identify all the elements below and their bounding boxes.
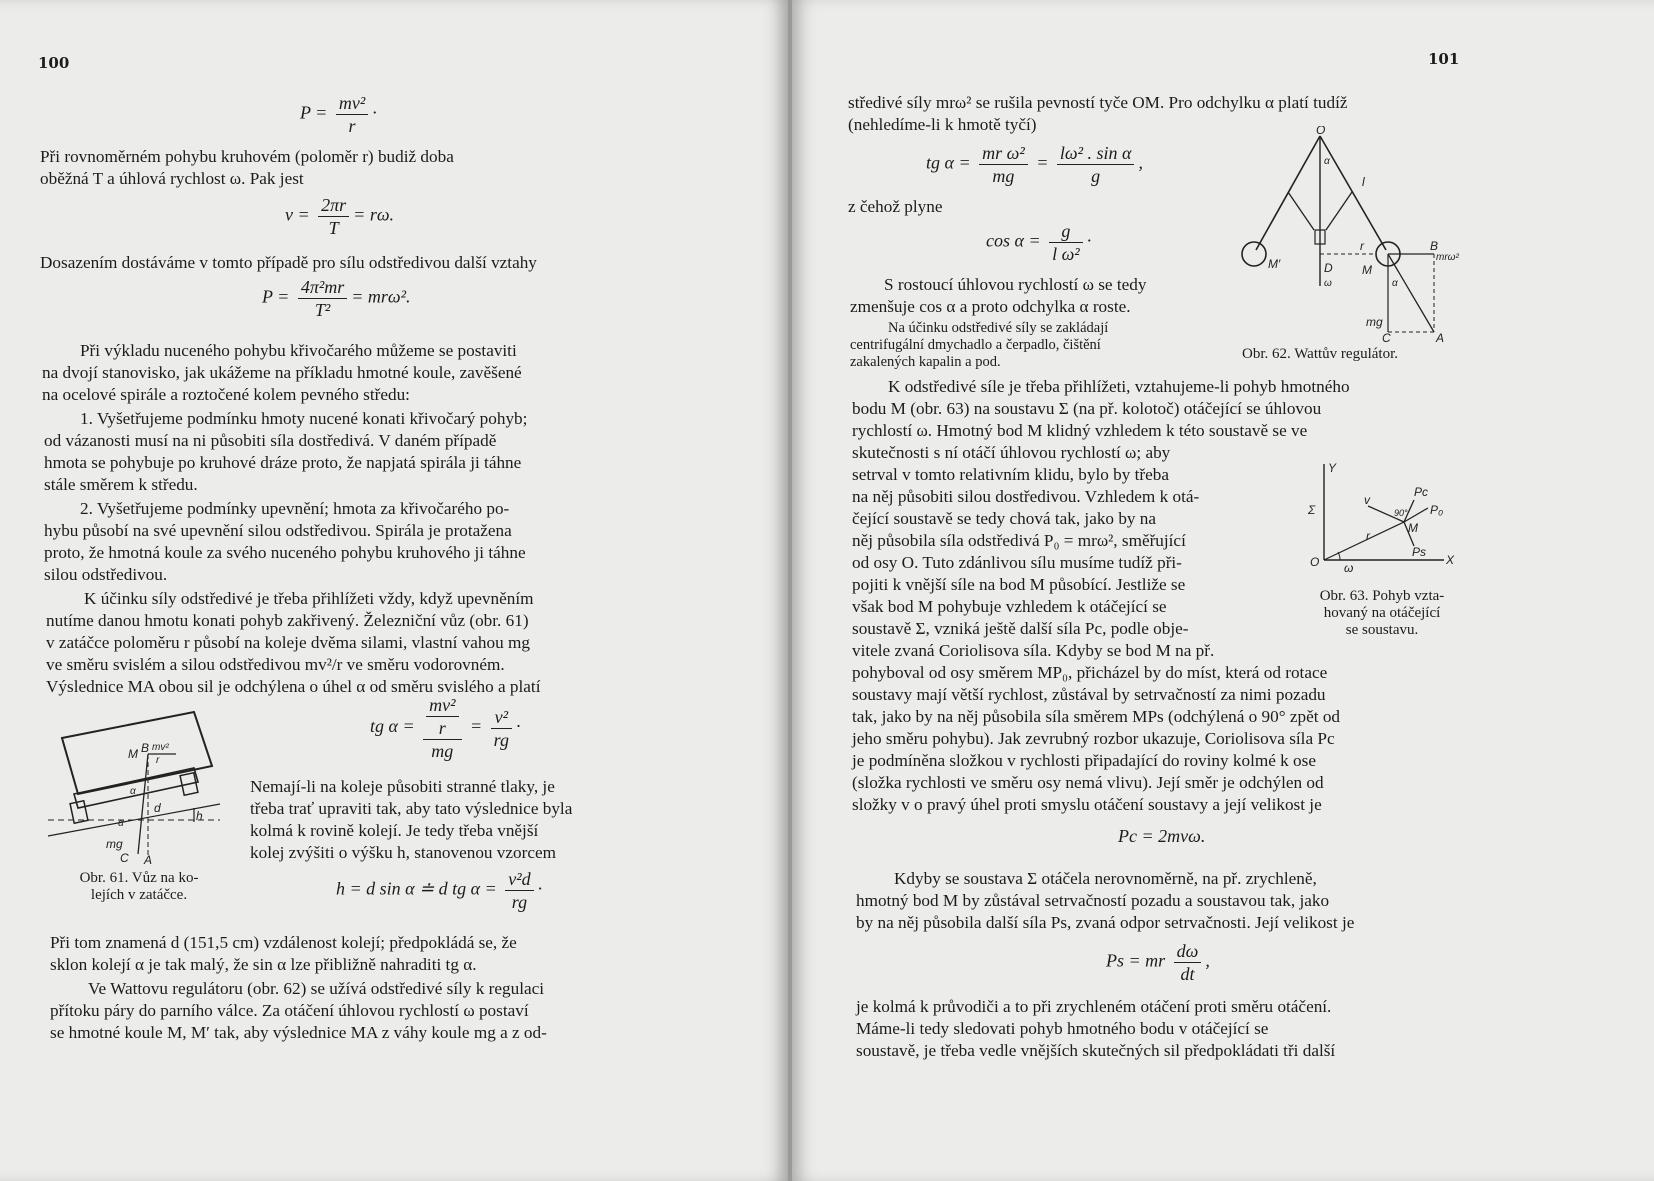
label-l: l — [1362, 175, 1365, 189]
text-line: (nehledíme-li k hmotě tyčí) — [848, 115, 1037, 134]
eq-num: mv² — [336, 92, 368, 115]
text-line: z čehož plyne — [848, 197, 943, 216]
equation-velocity — [285, 194, 394, 239]
eq-lhs: Ps = mr — [1106, 950, 1166, 971]
eq-sign: = — [470, 716, 483, 737]
label-r: r — [1366, 529, 1370, 543]
text-line: Při výkladu nuceného pohybu křivočarého můžeme se postaviti — [80, 341, 517, 360]
small-text-line: Na účinku odstředivé síly se zakládají — [888, 320, 1109, 336]
eq-num: dω — [1174, 940, 1202, 963]
text-line: Ve Wattovu regulátoru (obr. 62) se užívá odstředivé síly k regulaci — [88, 979, 545, 998]
text-line: soustavy mají větší rychlost, zůstával by setrvačností za nimi pozadu — [852, 685, 1326, 704]
label-mrw2: mrω² — [1436, 252, 1459, 263]
eq-num: mr ω² — [979, 142, 1028, 165]
eq-lhs: h = d sin α ≐ d tg α = — [336, 878, 497, 899]
text-line: (složka rychlosti ve směru osy nemá vlivu). Její směr je odchýlen od — [852, 773, 1324, 792]
caption-line: se soustavu. — [1345, 622, 1419, 638]
equation-height — [336, 868, 542, 913]
text-line: soustavě Σ, vzniká ještě další síla Pc, podle obje- — [852, 619, 1189, 638]
eq-den: mg — [431, 741, 454, 761]
eq-tail: = rω. — [353, 204, 395, 225]
eq-tail: · — [372, 102, 377, 123]
eq-num: 4π²mr — [298, 276, 347, 299]
text-line: přítoku páry do parního válce. Za otáčení úhlovou rychlostí ω postaví — [50, 1001, 529, 1020]
figure-61-caption — [44, 870, 234, 904]
label-Y: Y — [1328, 461, 1337, 475]
eq-lhs: P = — [262, 286, 290, 307]
text-line: třeba trať upraviti tak, aby tato výslednice byla — [250, 799, 573, 818]
text-line: hmotný bod M by zůstával setrvačností pozadu a soustavou tak, jako — [856, 891, 1330, 910]
text-line: pohyboval od osy směrem MP₀, přicházel by do míst, která od rotace — [852, 663, 1328, 682]
eq-sign: = — [1036, 152, 1049, 173]
text-line: Kdyby se soustava Σ otáčela nerovnoměrně, na př. zrychleně, — [894, 869, 1317, 888]
caption-line: Obr. 63. Pohyb vzta- — [1319, 588, 1445, 604]
small-text-line: zakalených kapalin a pod. — [850, 354, 1001, 370]
label-M-prime: M′ — [1268, 257, 1281, 271]
eq-lhs: P = — [300, 102, 328, 123]
text-line: složky v o pravý úhel proti smyslu otáčení soustavy a její velikost je — [852, 795, 1322, 814]
label-Pc: Pc — [1414, 485, 1429, 499]
equation-inertia — [1106, 940, 1210, 985]
eq-lhs: cos α = — [986, 230, 1041, 251]
text-line: Při tom znamená d (151,5 cm) vzdálenost kolejí; předpokládá se, že — [50, 933, 517, 952]
text-line: sklon kolejí α je tak malý, že sin α lze přibližně nahraditi tg α. — [50, 955, 477, 974]
text-line: hmota se pohybuje po kruhové dráze proto, že napjatá spirála ji táhne — [44, 453, 522, 472]
text-line: pojiti k vnější síle na bod M působící. Jestliže se — [852, 575, 1186, 594]
text-line: od vázanosti musí na ni působiti síla dostředivá. V daném případě — [44, 431, 497, 450]
text-line: v zatáčce poloměru r působí na koleje dvěma silami, vlastní vahou mg — [46, 633, 530, 652]
equation-tg-alpha-watt — [926, 142, 1143, 187]
label-D: D — [1324, 261, 1333, 275]
small-text-line: centrifugální dmychadlo a čerpadlo, čištění — [850, 337, 1101, 353]
label-B: B — [1430, 239, 1439, 253]
eq-lhs: tg α = — [926, 152, 971, 173]
text-line: setrval v tomto relativním klidu, bylo by třeba — [852, 465, 1169, 484]
text-line: se hmotné koule M, M′ tak, aby výslednice MA z váhy koule mg a z od- — [50, 1023, 547, 1042]
text-line: je kolmá k průvodiči a to při zrychleném otáčení proti směru otáčení. — [856, 997, 1332, 1016]
text-line: oběžná T a úhlová rychlost ω. Pak jest — [40, 169, 304, 188]
text-line: Výslednice MA obou sil je odchýlena o úhel α od směru svislého a platí — [46, 677, 541, 696]
text-line: Nemají-li na koleje působiti stranné tlaky, je — [250, 777, 555, 796]
eq-lhs: tg α = — [370, 716, 415, 737]
text-line: středivé síly mrω² se rušila pevností tyče OM. Pro odchylku α platí tudíž — [848, 93, 1348, 112]
text-line: kolmá k rovině kolejí. Je tedy třeba vnější — [250, 821, 539, 840]
text-line: čející soustavě se tedy chová tak, jako by na — [852, 509, 1157, 528]
eq-lhs: v = — [285, 204, 310, 225]
left-page — [0, 0, 788, 1181]
label-mg: mg — [106, 837, 123, 851]
eq-tail: = mrω². — [351, 286, 411, 307]
figure-62-watt-governor — [1238, 126, 1468, 346]
eq-den: rg — [493, 729, 509, 750]
equation-coriolis: Pc = 2mvω. — [1118, 826, 1206, 846]
label-A: A — [144, 853, 153, 867]
eq-den: r — [348, 116, 356, 136]
label-B: B — [141, 741, 150, 755]
text-line: 2. Vyšetřujeme podmínky upevnění; hmota za křivočarého po- — [80, 499, 510, 518]
label-90: 90° — [1394, 508, 1408, 518]
label-O: O — [1316, 126, 1326, 137]
label-alpha: α — [1324, 156, 1330, 167]
text-line: na dvojí stanovisko, jak ukážeme na příkladu hmotné koule, zavěšené — [42, 363, 522, 382]
eq-den: g — [1091, 166, 1101, 186]
text-line: rychlostí ω. Hmotný bod M klidný vzhledem k této soustavě se ve — [852, 421, 1308, 440]
text-line: K odstředivé síle je třeba přihlížeti, vztahujeme-li pohyb hmotného — [888, 377, 1350, 396]
eq-den: T² — [314, 300, 331, 320]
eq-num: 2πr — [318, 194, 349, 217]
label-X: X — [1446, 553, 1455, 567]
text-line: nutíme danou hmotu konati pohyb zakřivený. Železniční vůz (obr. 61) — [46, 611, 529, 630]
label-r: r — [156, 755, 160, 766]
label-alpha: α — [130, 786, 136, 797]
text-line: vitele zvaná Coriolisova síla. Kdyby se bod M na př. — [852, 641, 1215, 660]
text-line: K účinku síly odstředivé je třeba přihlížeti vždy, když upevněním — [84, 589, 534, 608]
label-C: C — [1382, 331, 1391, 345]
label-omega: ω — [1344, 561, 1354, 575]
eq-tail: · — [516, 716, 521, 737]
text-line: Dosazením dostáváme v tomto případě pro sílu odstředivou další vztahy — [40, 253, 537, 272]
text-line: by na něj působila další síla Ps, zvaná odpor setrvačnosti. Její velikost je — [856, 913, 1355, 932]
caption-line: hovaný na otáčející — [1323, 605, 1441, 621]
text-line: silou odstředivou. — [44, 565, 168, 584]
equation-force — [300, 92, 377, 137]
figure-63-rotating-system — [1304, 456, 1464, 586]
label-C: C — [120, 851, 129, 865]
right-page — [792, 0, 1654, 1181]
label-A: A — [1436, 331, 1445, 345]
equation-cos-alpha — [986, 220, 1091, 265]
text-line: něj působila síla odstředivá P₀ = mrω², směřující — [852, 531, 1186, 550]
eq-tail: , — [1138, 152, 1143, 173]
equation-tg-alpha — [370, 694, 521, 762]
label-d: d — [154, 801, 161, 815]
figure-61-wagon — [44, 708, 234, 878]
text-line: skutečnosti s ní otáčí úhlovou rychlostí ω; aby — [852, 443, 1171, 462]
eq-tail: · — [537, 878, 543, 899]
eq-num: g — [1049, 220, 1083, 243]
eq-num: mv² — [426, 694, 458, 717]
label-r: r — [1360, 239, 1364, 253]
eq-tail: , — [1205, 950, 1210, 971]
text-line: zmenšuje cos α a proto odchylka α roste. — [850, 297, 1131, 316]
text-line: hybu působí na své upevnění silou odstředivou. Spirála je protažena — [44, 521, 512, 540]
label-omega: ω — [1324, 278, 1332, 289]
caption-line: Obr. 61. Vůz na ko- — [79, 870, 199, 886]
label-P0: P₀ — [1430, 503, 1444, 517]
text-line: od osy O. Tuto zdánlivou sílu musíme tudíž při- — [852, 553, 1182, 572]
text-line: jeho směru pohybu). Jak zevrubný rozbor ukazuje, Coriolisova síla Pc — [852, 729, 1335, 748]
figure-63-caption — [1292, 588, 1472, 639]
eq-den: r — [438, 718, 446, 738]
label-Sigma: Σ — [1308, 503, 1316, 517]
text-line: Máme-li tedy sledovati pohyb hmotného bodu v otáčející se — [856, 1019, 1269, 1038]
text-line: proto, že hmotná koule za svého nuceného pohybu kruhového ji táhne — [44, 543, 526, 562]
equation-centrifugal — [262, 276, 411, 321]
eq-den: dt — [1180, 964, 1195, 984]
text-line: stále směrem k středu. — [44, 475, 198, 494]
text-line: Při rovnoměrném pohybu kruhovém (poloměr r) budiž doba — [40, 147, 454, 166]
eq-num: v²d — [505, 868, 533, 891]
label-v: v — [1364, 493, 1370, 507]
text-line: tak, jako by na něj působila síla směrem MPs (odchýlená o 90° zpět od — [852, 707, 1341, 726]
text-line: S rostoucí úhlovou rychlostí ω se tedy — [884, 275, 1147, 294]
page-number: 101 — [1428, 50, 1460, 68]
eq-num: lω² . sin α — [1057, 142, 1135, 165]
label-mg: mg — [1366, 315, 1383, 329]
figure-62-caption: Obr. 62. Wattův regulátor. — [1242, 346, 1398, 362]
label-mv2: mv² — [152, 742, 169, 753]
label-alpha2: α — [118, 818, 124, 829]
label-O: O — [1310, 555, 1320, 569]
text-line: je podmíněna složkou v rychlosti připadající do roviny kolmé k ose — [852, 751, 1316, 770]
text-line: však bod M pohybuje vzhledem k otáčející se — [852, 597, 1167, 616]
eq-den: rg — [511, 892, 528, 912]
eq-den: l ω² — [1052, 244, 1080, 264]
eq-tail: · — [1086, 230, 1092, 251]
text-line: na něj působiti silou dostředivou. Vzhledem k otá- — [852, 487, 1200, 506]
text-line: soustavě, je třeba vedle vnějších skutečných sil předpokládati tři další — [856, 1041, 1336, 1060]
label-alpha2: α — [1392, 278, 1398, 289]
text-line: 1. Vyšetřujeme podmínku hmoty nucené konati křivočarý pohyb; — [80, 409, 528, 428]
eq-den: mg — [992, 166, 1015, 186]
text-line: kolej zvýšiti o výšku h, stanovenou vzorcem — [250, 843, 556, 862]
page-number: 100 — [38, 54, 70, 72]
caption-line: lejích v zatáčce. — [90, 887, 188, 903]
label-Ps: Ps — [1412, 545, 1427, 559]
eq-den: T — [328, 218, 339, 238]
label-h: h — [196, 809, 203, 823]
text-line: bodu M (obr. 63) na soustavu Σ (na př. kolotoč) otáčející se úhlovou — [852, 399, 1322, 418]
label-M: M — [128, 747, 138, 761]
text-line: ve směru svislém a silou odstředivou mv²/r ve směru vodorovném. — [46, 655, 505, 674]
text-line: na ocelové spirále a roztočené kolem pevného středu: — [42, 385, 410, 404]
eq-num: v² — [491, 706, 512, 729]
label-M: M — [1408, 521, 1418, 535]
label-M: M — [1362, 263, 1372, 277]
